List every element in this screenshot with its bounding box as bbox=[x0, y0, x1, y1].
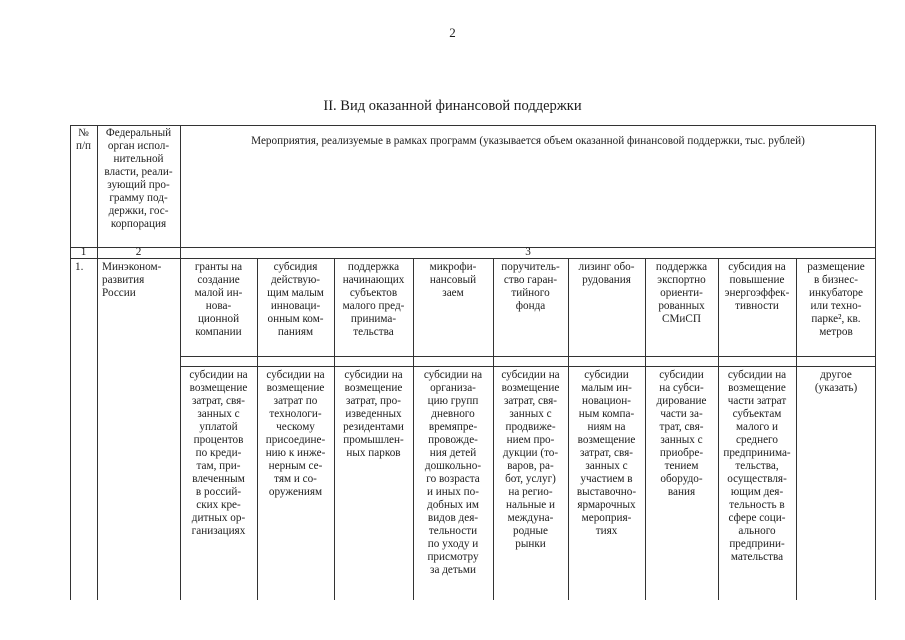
subsidy-cell: субсидии на возмещение затрат, свя- занных с уплатой процентов по креди- там, при- влеченным в россий- ских кре- дитных ор- ганизациях bbox=[189, 369, 248, 537]
subsidy-cell: субсидии на организа- цию групп дневного времяпре- провожде- ния детей дошкольно- го возраста и иных по- добных им видов дея- тельности по уходу и присмотру за детьми bbox=[423, 369, 483, 576]
subsidy-cell: субсидии на возмещение затрат, свя- занных с продвиже- нием про- дукции (то- варов, ра- бот, услуг) на регио- нальные и междуна- родные рынки bbox=[501, 369, 560, 550]
support-type-cell: поддержка экспортно ориенти- рованных СМиСП bbox=[655, 261, 708, 325]
header-events: Мероприятия, реализуемые в рамках программ (указывается объем оказанной финансовой поддержки, тыс. рублей) bbox=[251, 135, 805, 147]
subsidy-cell: субсидии на возмещение части затрат субъектам малого и среднего предпринима- тельства, осуществля- ющим дея- тельность в сфере соци- ального предприни- мательства bbox=[723, 369, 791, 563]
column-number-2: 2 bbox=[135, 246, 142, 258]
support-type-cell: размещение в бизнес- инкубаторе или техно- парке², кв. метров bbox=[807, 261, 865, 338]
subsidy-cell: субсидии на субси- дирование части за- трат, свя- занных с приобре- тением оборудо- вания bbox=[656, 369, 707, 498]
support-table bbox=[70, 125, 876, 600]
support-type-cell: лизинг обо- рудования bbox=[578, 261, 635, 286]
support-type-cell: поручитель- ство гаран- тийного фонда bbox=[501, 261, 560, 312]
page-number: 2 bbox=[449, 25, 456, 40]
support-type-cell: поддержка начинающих субъектов малого пред- принима- тельства bbox=[342, 261, 405, 338]
column-number-3: 3 bbox=[525, 246, 531, 258]
subsidy-cell: субсидии на возмещение затрат по технологи- ческому присоедине- нию к инже- нерным се- тям и со- оружениям bbox=[265, 369, 326, 498]
support-type-cell: субсидия действую- щим малым инноваци- онным ком- паниям bbox=[267, 261, 324, 338]
support-type-cell: гранты на создание малой ин- нова- ционной компании bbox=[194, 261, 243, 338]
column-number-1: 1 bbox=[80, 246, 87, 258]
header-federal-organ: Федеральный орган испол- нительной власти, реали- зующий про- грамму под- держки, гос- корпорация bbox=[104, 127, 173, 230]
section-title: II. Вид оказанной финансовой поддержки bbox=[323, 98, 582, 114]
row-federal-organ: Минэконом- развития России bbox=[102, 261, 162, 299]
subsidy-cell: субсидии малым ин- новацион- ным компа- ниям на возмещение затрат, свя- занных с участием в выставочно- ярмарочных мероприя- тиях bbox=[576, 369, 637, 537]
subsidy-cell: другое (указать) bbox=[814, 369, 858, 394]
subsidy-cell: субсидии на возмещение затрат, про- изведенных резидентами промышлен- ных парков bbox=[343, 369, 404, 459]
row-number: 1. bbox=[75, 261, 84, 273]
support-type-cell: микрофи- нансовый заем bbox=[429, 261, 477, 299]
header-number: № п/п bbox=[75, 127, 92, 152]
support-type-cell: субсидия на повышение энергоэффек- тивности bbox=[724, 261, 790, 312]
